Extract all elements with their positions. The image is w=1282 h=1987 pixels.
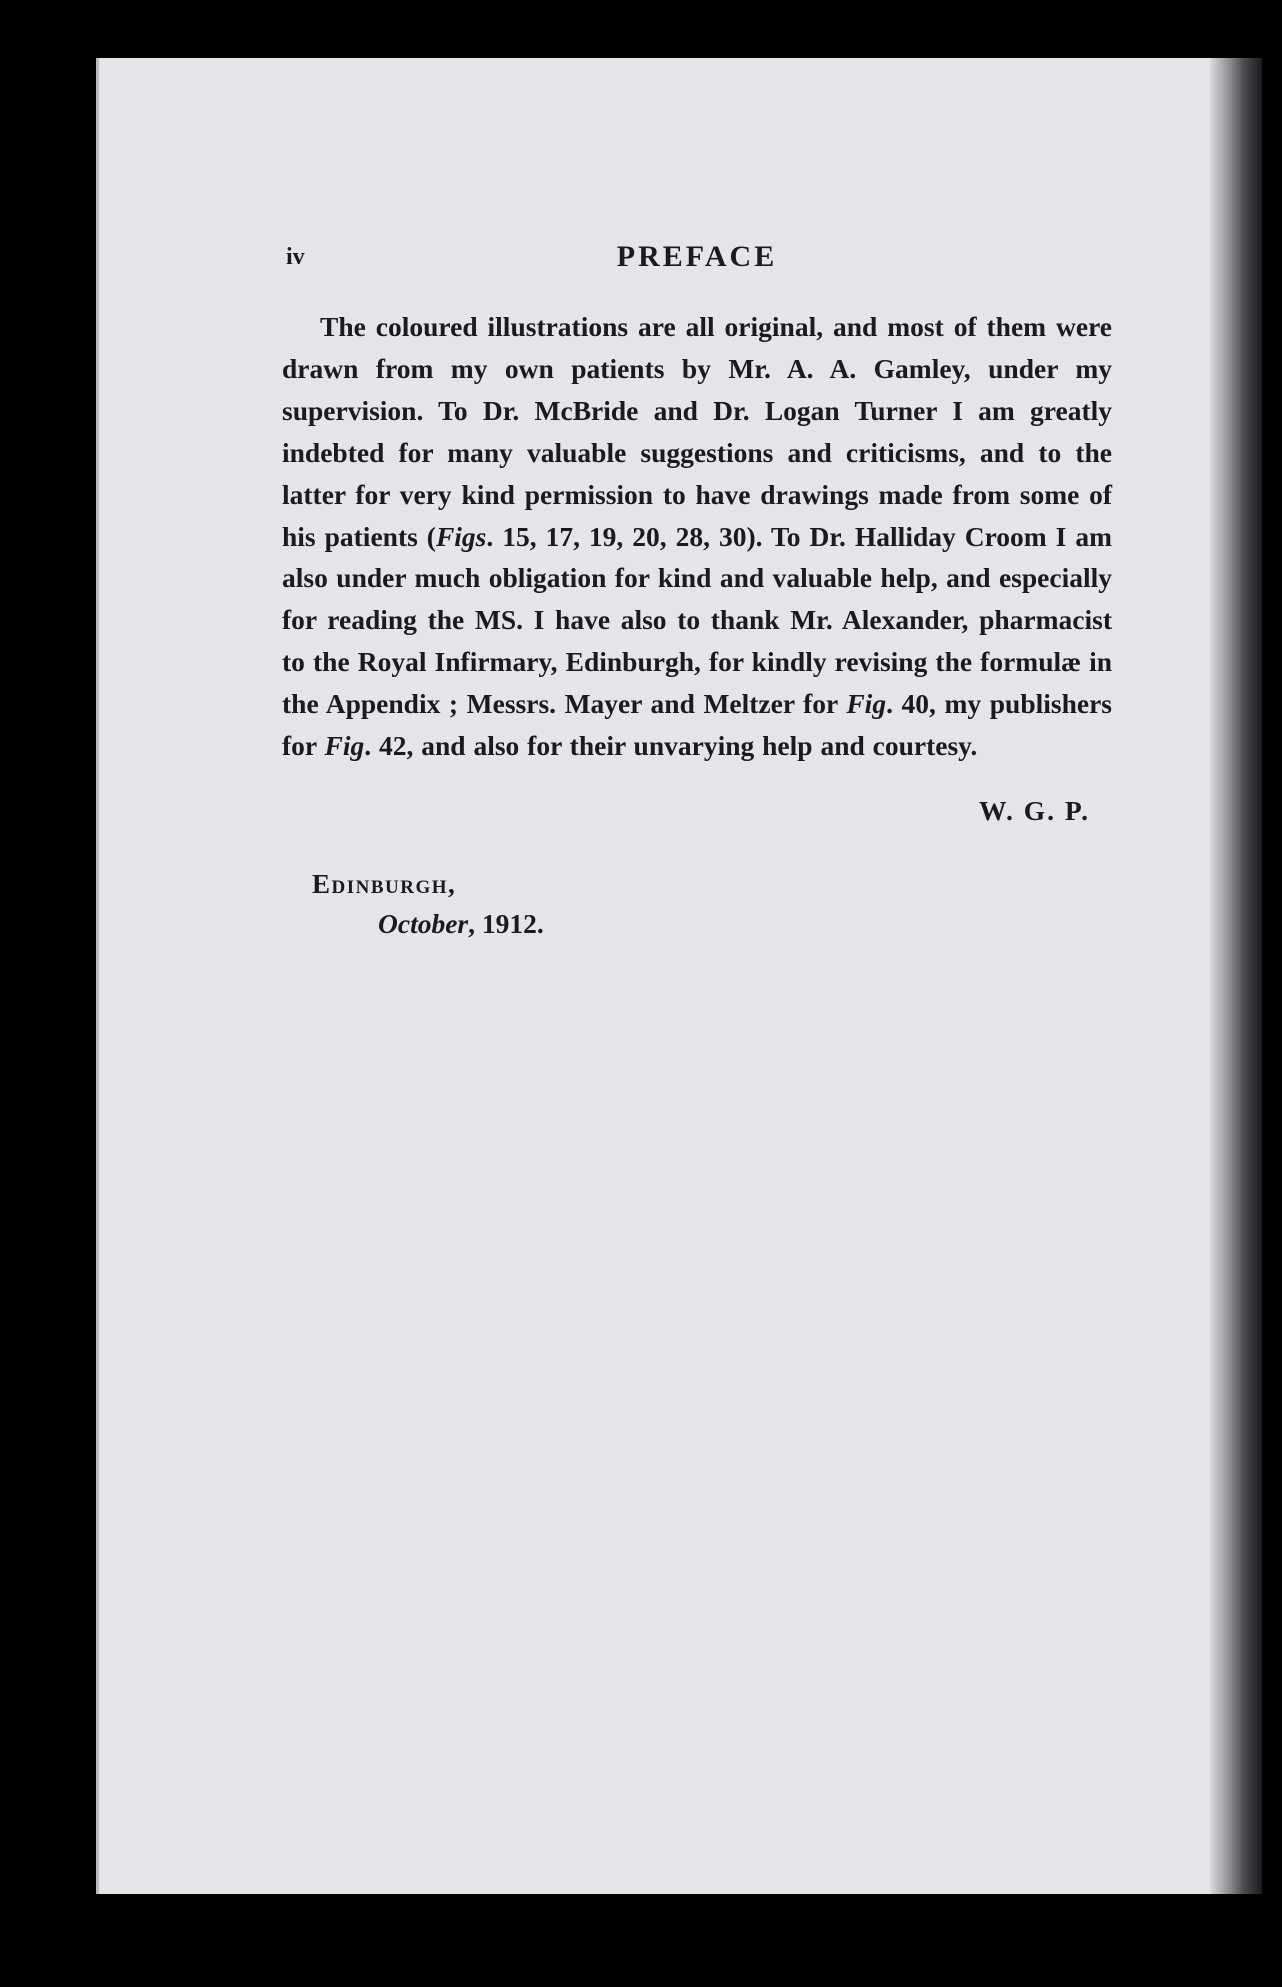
paragraph-part-4: . 42, and also for their unvarying help and courtesy.: [364, 730, 978, 762]
fig-italic-1: Fig: [846, 688, 887, 720]
paragraph-part-2: . 15, 17, 19, 20, 28, 30). To Dr. Halliday Croom I am also under much obligation for kind and valuable help, and especially for reading the MS. I have also to thank Mr. Alexander, pharmacist to the Royal Infirmary, Edinburgh, for kindly revising the formulæ in the Appendix ; Messrs. Mayer and Meltzer for: [282, 520, 1113, 720]
preface-paragraph: [282, 306, 1112, 767]
date-month: October: [378, 907, 469, 939]
running-title: PREFACE: [616, 240, 778, 273]
date-year: , 1912.: [468, 907, 544, 939]
figs-italic: Figs: [435, 520, 487, 552]
author-initials: W. G. P.: [978, 794, 1090, 826]
date-line: [378, 908, 1112, 940]
page-number: iv: [286, 244, 305, 270]
paragraph-part-3: . 40, my publishers for: [282, 688, 1113, 762]
fig-italic-2: Fig: [324, 730, 365, 762]
book-spine-shadow: [1210, 58, 1262, 1894]
page-header: [282, 240, 1112, 280]
place-line: Edinburgh,: [312, 868, 457, 899]
page-text-block: [282, 240, 1112, 940]
paragraph-part-1: The coloured illustrations are all original, and most of them were drawn from my own patients by Mr. A. A. Gamley, under my supervision. To Dr. McBride and Dr. Logan Turner I am greatly indebted for many valuable suggestions and criticisms, and to the latter for very kind permission to have drawings made from some of his patients (: [282, 311, 1112, 552]
